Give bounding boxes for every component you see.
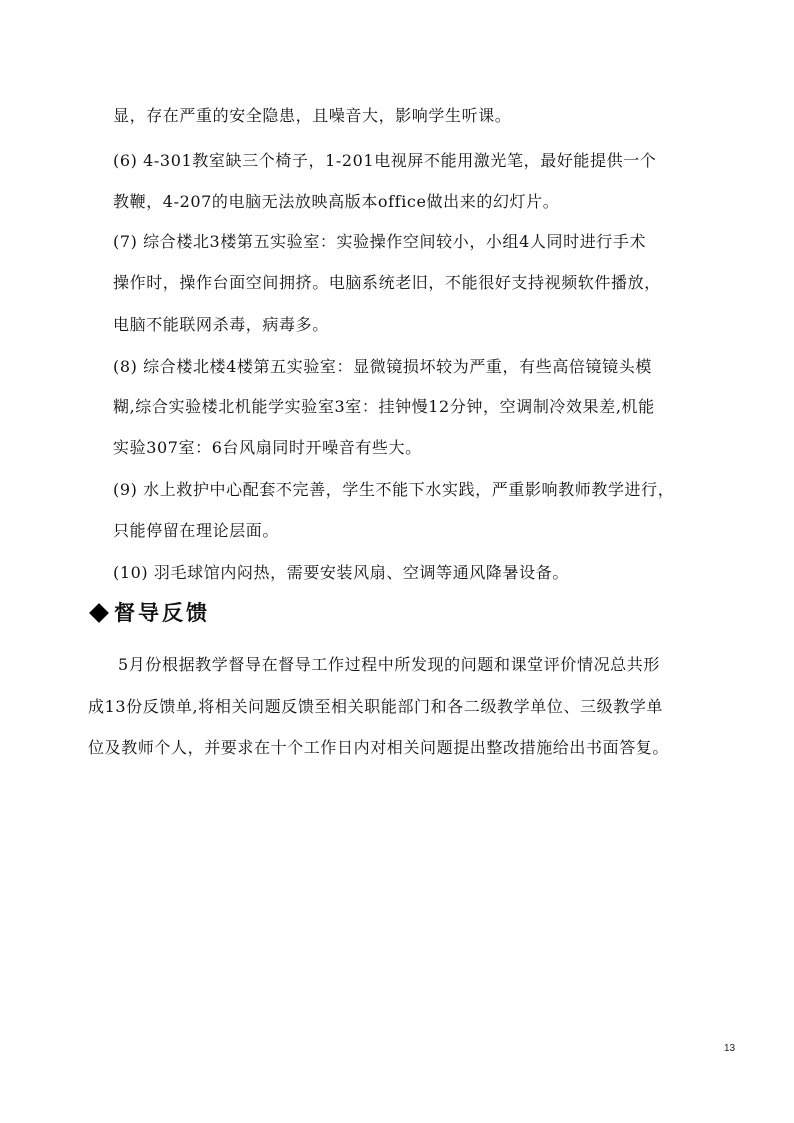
body-line-2: (6) 4-301教室缺三个椅子，1-201电视屏不能用激光笔，最好能提供一个	[113, 151, 657, 170]
feedback-line-3: 位及教师个人，并要求在十个工作日内对相关问题提出整改措施给出书面答复。	[88, 738, 670, 757]
section-heading	[88, 600, 210, 626]
body-line-1: 显，存在严重的安全隐患，且噪音大，影响学生听课。	[113, 106, 512, 125]
body-line-9: 实验307室：6台风扇同时开噪音有些大。	[113, 438, 422, 457]
body-line-5: 操作时，操作台面空间拥挤。电脑系统老旧，不能很好支持视频软件播放，	[113, 273, 661, 292]
feedback-line-1: 5月份根据教学督导在督导工作过程中所发现的问题和课堂评价情况总共形	[118, 655, 660, 674]
body-line-3: 教鞭，4-207的电脑无法放映高版本office做出来的幻灯片。	[113, 192, 560, 211]
diamond-bullet-icon	[89, 603, 109, 623]
page-number: 13	[724, 1043, 736, 1054]
body-line-6: 电脑不能联网杀毒，病毒多。	[113, 315, 329, 334]
body-line-7: (8) 综合楼北楼4楼第五实验室：显微镜损坏较为严重，有些高倍镜镜头模	[113, 357, 652, 376]
feedback-line-2: 成13份反馈单,将相关问题反馈至相关职能部门和各二级教学单位、三级教学单	[88, 697, 664, 716]
body-line-10: (9) 水上救护中心配套不完善，学生不能下水实践，严重影响教师教学进行，	[113, 480, 675, 499]
body-line-8: 糊,综合实验楼北机能学实验室3室：挂钟慢12分钟，空调制冷效果差,机能	[113, 397, 655, 416]
body-line-12: (10) 羽毛球馆内闷热，需要安装风扇、空调等通风降暑设备。	[113, 563, 569, 582]
body-line-11: 只能停留在理论层面。	[113, 521, 280, 540]
body-line-4: (7) 综合楼北3楼第五实验室：实验操作空间较小，小组4人同时进行手术	[113, 232, 647, 251]
section-heading-text: 督导反馈	[114, 601, 210, 625]
